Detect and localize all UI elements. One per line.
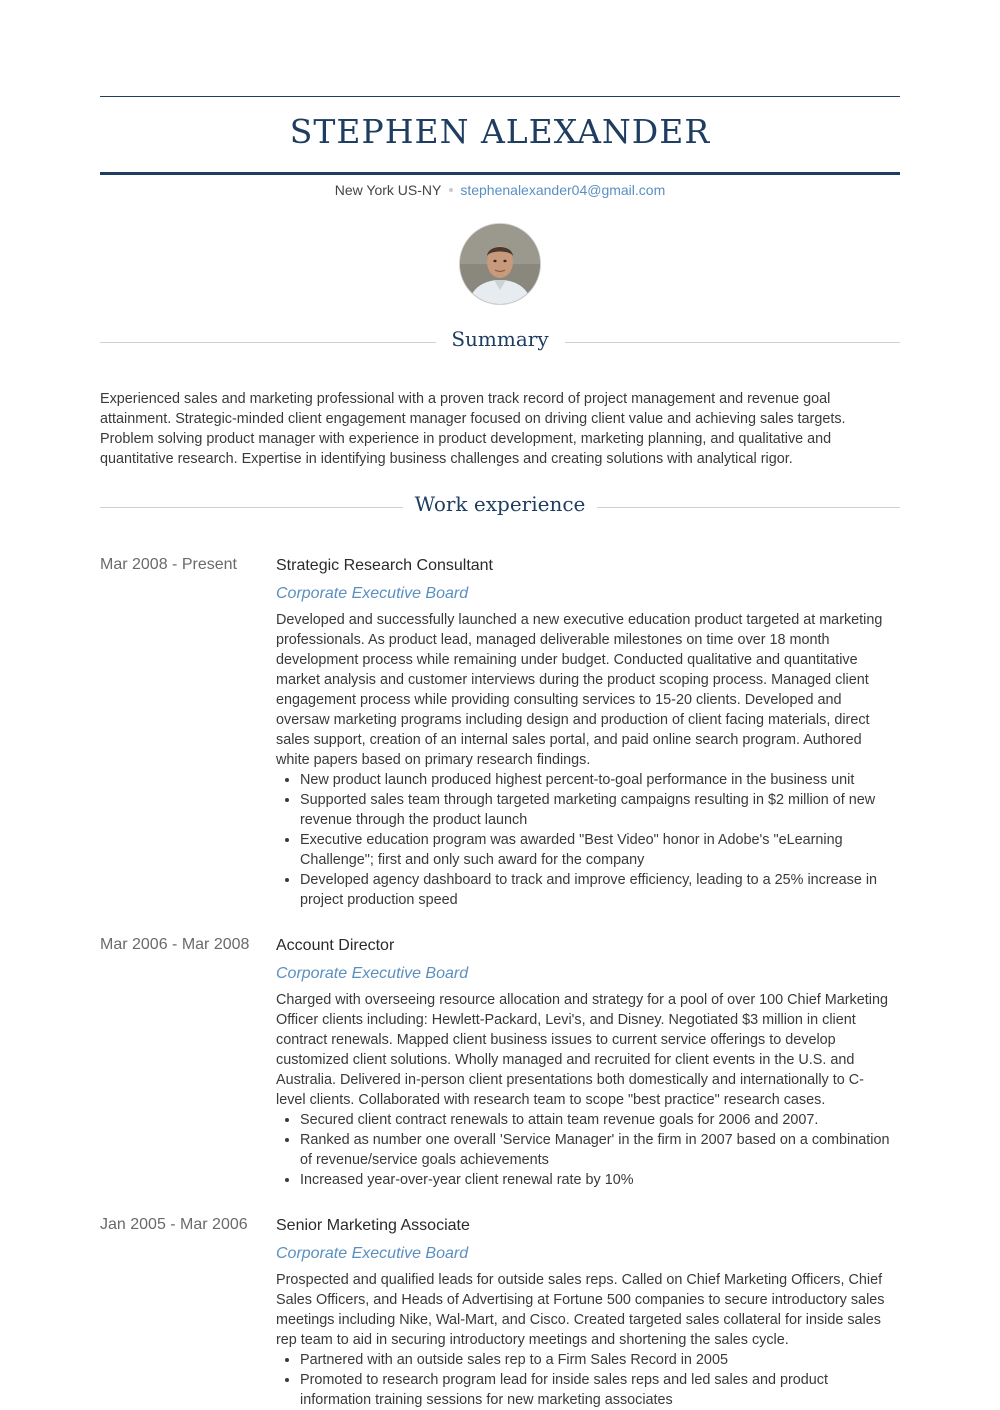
- job-body: [276, 1216, 891, 1410]
- work-title: Work experience: [414, 492, 586, 516]
- list-item: • Promoted to research program lead for inside sales reps and led sales and product information training sessions for new marketing associates: [300, 1370, 891, 1410]
- list-item: • Secured client contract renewals to attain team revenue goals for 2006 and 2007.: [300, 1110, 891, 1130]
- list-item: • Ranked as number one overall 'Service Manager' in the firm in 2007 based on a combination of revenue/service goals achievements: [300, 1130, 891, 1170]
- job-description: Charged with overseeing resource allocation and strategy for a pool of over 100 Chief Marketing Officer clients including: Hewlett-Packard, Levi's, and Disney. Negotiated $3 million in client contract renewals. Mapped client business issues to current service offerings to develop customized client solutions. Wholly managed and recruited for client events in the U.S. and Australia. Delivered in-person client presentations both domestically and internationally to C-level clients. Collaborated with research team to scope "best practice" research cases.: [276, 992, 888, 1108]
- work-rule-right: [597, 507, 900, 508]
- job-body: [276, 936, 891, 1190]
- list-item: • Supported sales team through targeted marketing campaigns resulting in $2 million of new revenue through the product launch: [300, 790, 891, 830]
- summary-section-heading: [100, 327, 900, 357]
- summary-rule-right: [565, 342, 900, 343]
- job-role: Senior Marketing Associate: [276, 1217, 470, 1234]
- job-dates: Mar 2006 - Mar 2008: [100, 936, 250, 953]
- job-dates: Jan 2005 - Mar 2006: [100, 1216, 248, 1233]
- work-section-heading: [100, 492, 900, 522]
- job-achievements: [276, 1110, 891, 1190]
- list-item: • New product launch produced highest percent-to-goal performance in the business unit: [300, 770, 891, 790]
- avatar: [460, 224, 540, 304]
- summary-text: Experienced sales and marketing professional with a proven track record of project management and revenue goal attainment. Strategic-minded client engagement manager focused on driving client value and achieving sales targets. Problem solving product manager with experience in product development, marketing planning, and qualitative and quantitative research. Expertise in identifying business challenges and creating solutions with analytical rigor.: [100, 391, 846, 467]
- separator-dot: [449, 188, 453, 192]
- email-link[interactable]: stephenalexander04@gmail.com: [460, 182, 666, 198]
- contact-line: [100, 182, 900, 198]
- job-company: Corporate Executive Board: [276, 585, 469, 602]
- job-role: Strategic Research Consultant: [276, 557, 493, 574]
- job-dates: Mar 2008 - Present: [100, 556, 237, 573]
- job-company: Corporate Executive Board: [276, 965, 469, 982]
- job-description: Developed and successfully launched a new executive education product targeted at marketing professionals. As product lead, managed deliverable milestones on time over 18 month development process while remaining under budget. Conducted qualitative and quantitative market analysis and customer interviews during the product scoping process. Managed client engagement process while providing consulting services to 15-20 clients. Developed and oversaw marketing programs including design and production of client facing materials, direct sales support, creation of an internal sales portal, and paid online search program. Authored white papers based on primary research findings.: [276, 612, 883, 768]
- candidate-name: STEPHEN ALEXANDER: [289, 112, 711, 151]
- avatar-photo-icon: [460, 224, 540, 304]
- list-item: • Partnered with an outside sales rep to a Firm Sales Record in 2005: [300, 1350, 891, 1370]
- job-body: [276, 556, 891, 910]
- job-achievements: [276, 770, 891, 910]
- job-description: Prospected and qualified leads for outside sales reps. Called on Chief Marketing Officers, Chief Sales Officers, and Heads of Advertising at Fortune 500 companies to secure introductory sales meetings including Nike, Wal-Mart, and Cisco. Created targeted sales collateral for inside sales rep team to aid in securing introductory meetings and shortening the sales cycle.: [276, 1272, 885, 1348]
- list-item: • Increased year-over-year client renewal rate by 10%: [300, 1170, 891, 1190]
- list-item: • Executive education program was awarded "Best Video" honor in Adobe's "eLearning Challenge"; first and only such award for the company: [300, 830, 891, 870]
- location-text: New York US-NY: [334, 182, 442, 198]
- summary-title: Summary: [451, 327, 549, 351]
- name-divider: [100, 172, 900, 175]
- job-company: Corporate Executive Board: [276, 1245, 469, 1262]
- list-item: • Developed agency dashboard to track and improve efficiency, leading to a 25% increase in project production speed: [300, 870, 891, 910]
- job-achievements: [276, 1350, 891, 1410]
- top-divider: [100, 96, 900, 97]
- job-role: Account Director: [276, 937, 395, 954]
